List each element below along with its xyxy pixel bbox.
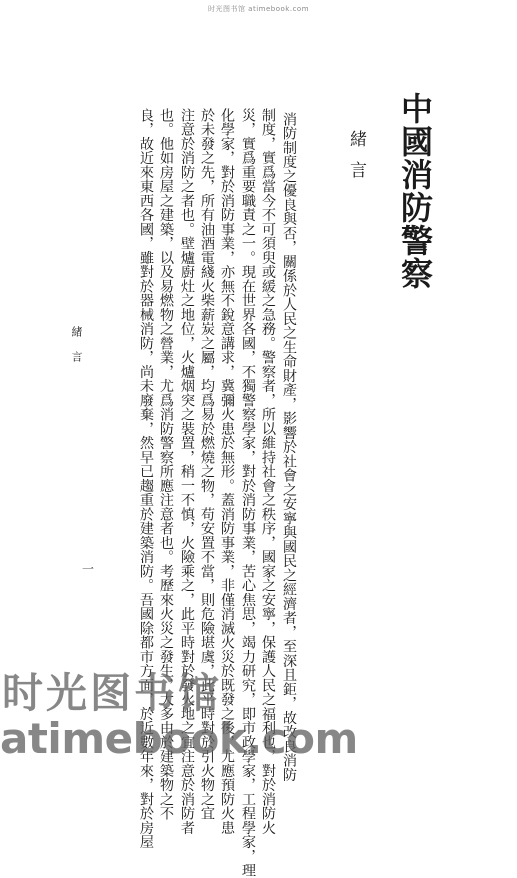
watermark-chinese: 时光图书馆 xyxy=(2,669,222,717)
watermark-english: atimebook.com xyxy=(0,714,358,763)
body-text-column: 注意於消防之者也。壁爐廚灶之地位，火爐烟突之裝置，稍一不慎，火險乘之，此平時對於發火地之宜注意於消防者 xyxy=(179,108,195,835)
body-text-column: 於未發之先，所有油酒電綫火柴薪炭之屬，均爲易於燃燒之物，苟安置不當，則危險堪虞，此平時對於引火物之宜 xyxy=(199,108,215,821)
body-text-column: 化學家，對於消防事業，亦無不銳意講求，冀彌火患於無形。蓋消防事業，非僅消滅火災於既發之後，尤應預防火患 xyxy=(219,108,235,835)
site-header-text: 时光图书馆 atimebook.com xyxy=(207,5,310,13)
page-number: 一 xyxy=(82,562,95,576)
body-text-column: 也。他如房屋之建築，以及易燃物之營業，尤爲消防警察所應注意者也。考歷來火災之發生，大多由於建築物之不 xyxy=(158,108,174,821)
body-text-column: 災，實爲重要職責之一。現在世界各國，不獨警察學家，對於消防事業，苦心焦思，竭力研究，即市政學家，工程學家，理 xyxy=(240,108,256,878)
body-text-column: 制度，實爲當今不可須臾或緩之急務。警察者，所以維持社會之秩序，國家之安寧，保護人民之福利也，對於消防火 xyxy=(260,108,276,835)
section-title: 緒言 xyxy=(346,130,366,192)
body-text-column: 消防制度之優良與否，關係於人民之生命財產，影響於社會之安寧與國民之經濟者，至深且鉅，故改良消防 xyxy=(281,112,297,782)
margin-section-label: 緒言 xyxy=(70,326,83,376)
book-title: 中國消防警察 xyxy=(396,92,434,290)
body-text-column: 良，故近來東西各國，雖對於器械消防，尚未廢棄，然早已趨重於建築消防。吾國除都市方面，於近數年來，對於房屋 xyxy=(138,108,154,849)
